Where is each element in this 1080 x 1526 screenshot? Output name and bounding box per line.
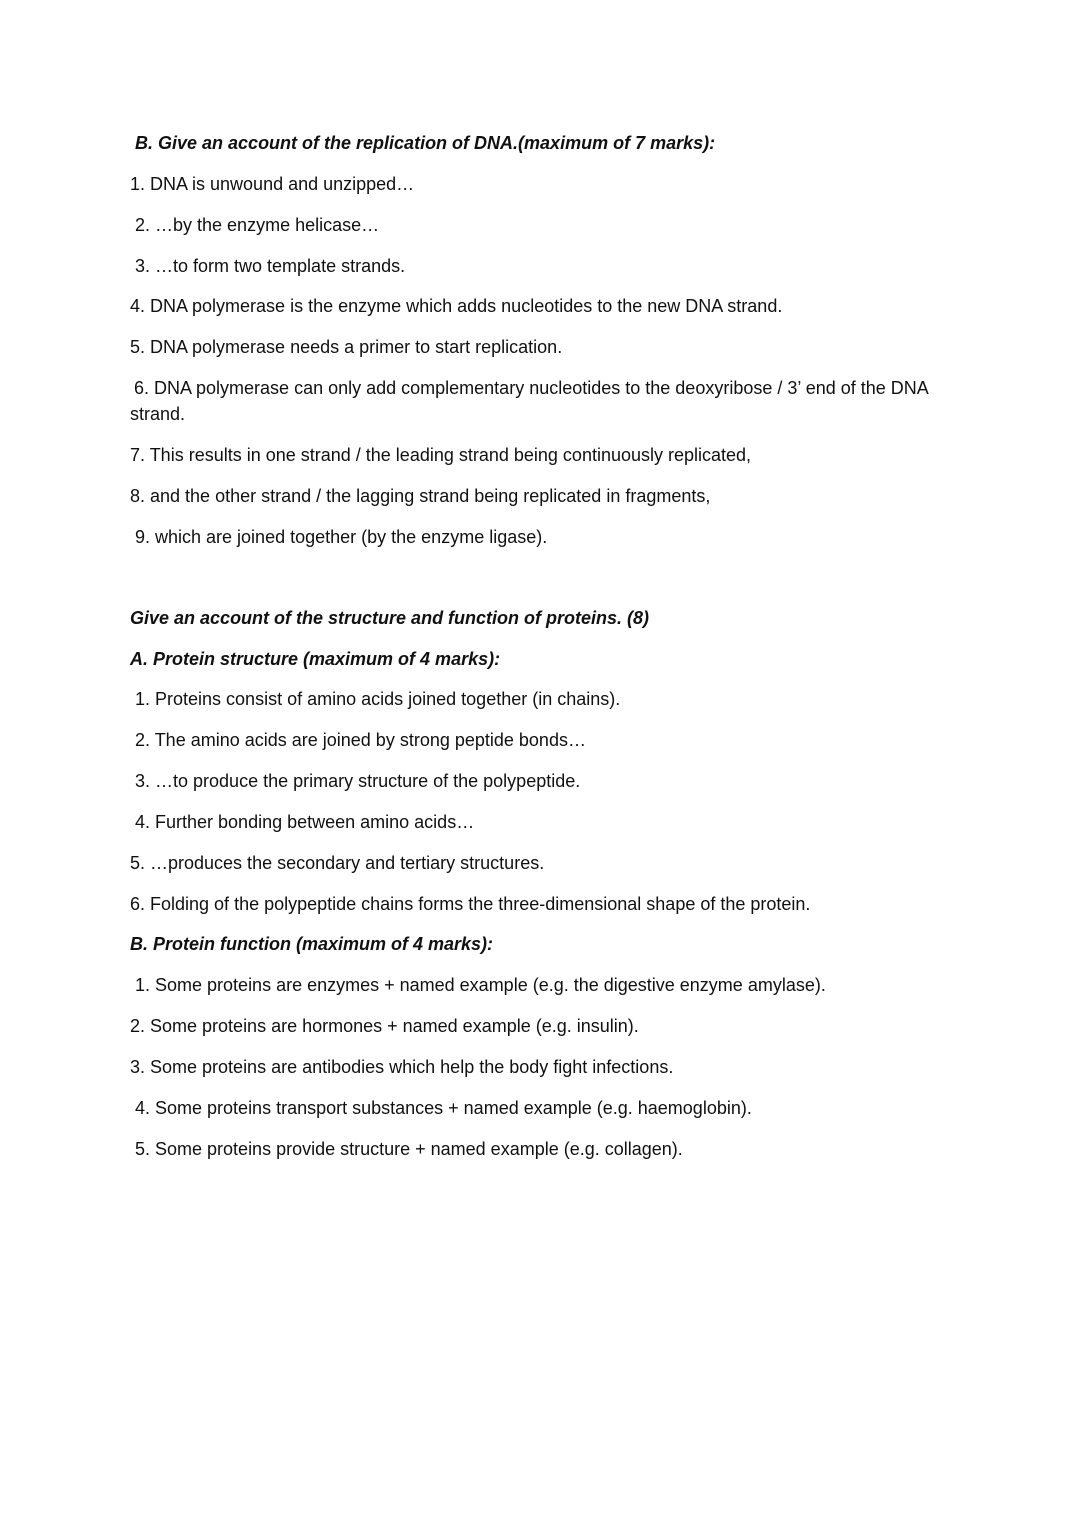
structure-item-3: 3. …to produce the primary structure of the polypeptide. (135, 771, 581, 791)
dna-item-6: 6. DNA polymerase can only add complementary nucleotides to the deoxyribose / 3’ end of the DNA strand. (130, 378, 928, 424)
function-item-4: 4. Some proteins transport substances + named example (e.g. haemoglobin). (135, 1098, 752, 1118)
function-item-5: 5. Some proteins provide structure + named example (e.g. collagen). (135, 1139, 683, 1159)
structure-item-5: 5. …produces the secondary and tertiary structures. (130, 853, 545, 873)
dna-replication-heading: B. Give an account of the replication of DNA.(maximum of 7 marks): (135, 133, 716, 153)
dna-item-4: 4. DNA polymerase is the enzyme which adds nucleotides to the new DNA strand. (130, 296, 783, 316)
dna-item-2: 2. …by the enzyme helicase… (135, 215, 380, 235)
protein-structure-heading: A. Protein structure (maximum of 4 marks): (130, 649, 501, 669)
dna-item-1: 1. DNA is unwound and unzipped… (130, 174, 415, 194)
dna-item-8: 8. and the other strand / the lagging strand being replicated in fragments, (130, 486, 711, 506)
proteins-question: Give an account of the structure and function of proteins. (8) (130, 608, 650, 628)
structure-item-2: 2. The amino acids are joined by strong peptide bonds… (135, 730, 586, 750)
structure-item-4: 4. Further bonding between amino acids… (135, 812, 475, 832)
dna-item-3: 3. …to form two template strands. (135, 256, 406, 276)
function-item-3: 3. Some proteins are antibodies which help the body fight infections. (130, 1057, 674, 1077)
function-item-2: 2. Some proteins are hormones + named example (e.g. insulin). (130, 1016, 639, 1036)
protein-function-heading: B. Protein function (maximum of 4 marks): (130, 934, 494, 954)
function-item-1: 1. Some proteins are enzymes + named example (e.g. the digestive enzyme amylase). (135, 975, 826, 995)
dna-item-7: 7. This results in one strand / the leading strand being continuously replicated, (130, 445, 752, 465)
structure-item-6: 6. Folding of the polypeptide chains forms the three-dimensional shape of the protein. (130, 894, 811, 914)
dna-item-9: 9. which are joined together (by the enzyme ligase). (135, 527, 548, 547)
dna-item-5: 5. DNA polymerase needs a primer to start replication. (130, 337, 563, 357)
structure-item-1: 1. Proteins consist of amino acids joined together (in chains). (135, 689, 621, 709)
